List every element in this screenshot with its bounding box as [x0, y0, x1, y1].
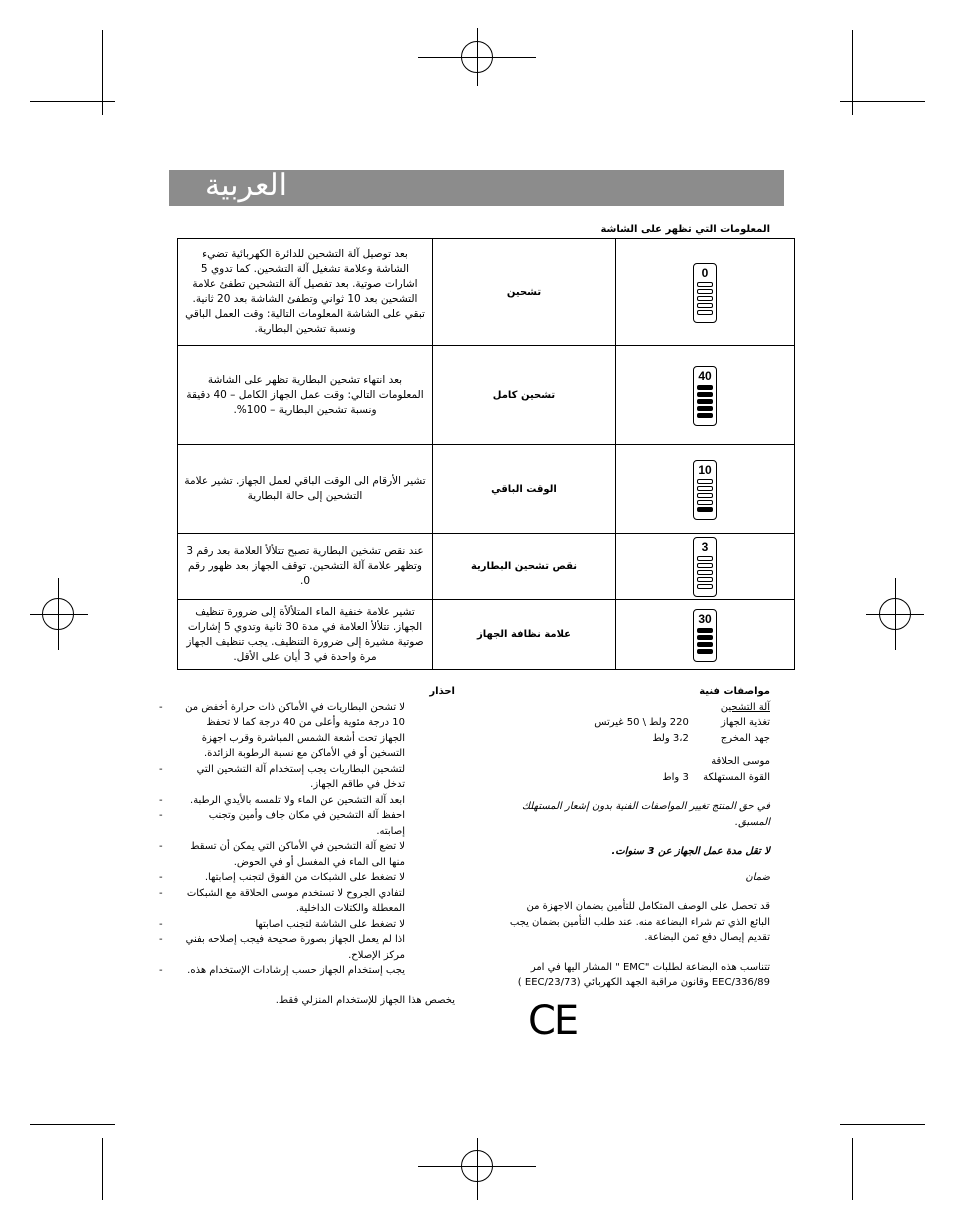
spec-row — [498, 731, 770, 747]
crop-mark — [30, 101, 115, 102]
row-label: نقص تشحين البطارية — [433, 534, 616, 600]
registration-circle — [461, 41, 493, 73]
lcd-display-icon — [693, 609, 717, 662]
page-title: العربية — [205, 168, 287, 203]
warranty-heading: ضمان — [745, 871, 770, 883]
warning-text: ابعد آلة التشحين عن الماء ولا تلمسه بالأيدي الرطبة. — [190, 794, 405, 806]
table-row — [178, 346, 795, 445]
warning-text: يجب إستخدام الجهاز حسب إرشادات الإستخدام هذه. — [187, 965, 405, 976]
warning-text: لتفادي الجروح لا تستخدم موسى الحلاقة مع الشبكات المعطلة والكتلات الداخلية. — [186, 887, 405, 914]
warning-text: اذا لم يعمل الجهاز بصورة صحيحة فيجب إصلاحه بفني مركز الإصلاح. — [185, 934, 405, 961]
list-item: - ابعد آلة التشحين عن الماء ولا تلمسه بالأيدي الرطبة. — [159, 794, 405, 806]
list-item: - لا تشحن البطاريات في الأماكن ذات حرارة أخفض من 10 درجة مئوية وأعلى من 40 درجة كما لا تحفظ الجهاز تحت أشعة الشمس المباشرة وقرب اجهزة التسخين أو في الأماكن مع نسبة الرطوبة الزائدة. — [159, 701, 405, 759]
warnings-heading: احذار — [429, 686, 455, 697]
crop-mark — [102, 1138, 103, 1200]
table-row — [178, 534, 795, 600]
specs-column — [498, 684, 770, 991]
display-cell — [616, 445, 795, 534]
row-description: تشير علامة خنفية الماء المتلألأة إلى ضرورة تنظيف الجهاز. تتلألأ العلامة في مدة 30 ثانية وتدوي 5 إشارات صوتية مشيرة إلى ضرورة التنظيف. يجب تنظيف الجهاز مرة واحدة في 3 أيان على الأقل. — [178, 600, 433, 670]
display-cell — [616, 239, 795, 346]
crop-mark — [840, 1124, 925, 1125]
row-label: تشحين كامل — [433, 346, 616, 445]
table-row — [178, 445, 795, 534]
display-cell — [616, 346, 795, 445]
warning-text: لا تضغط على الشاشة لتجنب اصابتها — [255, 918, 405, 930]
household-note: يخصص هذا الجهاز للإستخدام المنزلي فقط. — [275, 994, 455, 1006]
shaver-heading: موسى الحلاقة — [711, 756, 770, 767]
lcd-value: 0 — [701, 265, 709, 280]
spec-row — [498, 770, 770, 786]
table-row — [178, 600, 795, 670]
spec-value: 3 واط — [662, 771, 689, 783]
ce-mark-logo: CE — [528, 998, 578, 1044]
crop-mark — [840, 101, 925, 102]
list-item: - احفظ آلة التشحين في مكان جاف وأمين وتجنب إصابته. — [159, 810, 405, 837]
lcd-value: 30 — [698, 611, 712, 626]
charger-heading: آلة التشحين — [720, 701, 770, 713]
list-item: - لا تضع آلة التشحين في الأماكن التي يمكن أن تسقط منها الى الماء في المغسل أو في الحوض. — [159, 841, 405, 868]
lcd-display-icon — [693, 366, 717, 426]
warning-text: لا تضع آلة التشحين في الأماكن التي يمكن أن تسقط منها الى الماء في المغسل أو في الحوض. — [190, 841, 405, 868]
warning-text: لتشحين البطاريات يجب إستخدام آلة التشحين التي تدخل في طاقم الجهاز. — [196, 763, 405, 790]
lcd-display-icon — [693, 263, 717, 323]
emc-text: تتناسب هذه البضاعة لطلبات "EMC " المشار اليها في امر — [530, 961, 770, 973]
warning-text: لا تشحن البطاريات في الأماكن ذات حرارة أخفض من 10 درجة مئوية وأعلى من 40 درجة كما لا تحفظ الجهاز تحت أشعة الشمس المباشرة وقرب اجهزة التسخين أو في الأماكن مع نسبة الرطوبة الزائدة. — [185, 701, 405, 759]
language-title-bar — [169, 170, 784, 206]
spec-label: تغذية الجهاز — [721, 717, 770, 728]
registration-circle — [42, 598, 74, 630]
crop-mark — [852, 1138, 853, 1200]
list-item: - لا تضغط على الشبكات من الفوق لتجنب إصابتها. — [159, 872, 405, 883]
row-description: بعد توصيل آلة التشحين للدائرة الكهربائية تضيء الشاشة وعلامة تشغيل آلة التشحين. كما تدوي 5 اشارات صوتية. بعد تفصيل آلة التشحين تطفئ علامة التشحين بعد 10 ثواني وتطفئ الشاشة بعد 20 ثانية. تبقي على الشاشة المعلومات التالية: وقت العمل الباقي ونسبة تشحين البطارية. — [178, 239, 433, 346]
list-item: - اذا لم يعمل الجهاز بصورة صحيحة فيجب إصلاحه بفني مركز الإصلاح. — [159, 934, 405, 961]
row-label: علامة نظافة الجهاز — [433, 600, 616, 670]
spec-value: 3،2 ولط — [652, 732, 689, 744]
display-section-heading: المعلومات التي تظهر على الشاشة — [600, 224, 770, 235]
spec-label: القوة المستهلكة — [703, 771, 770, 783]
specs-change-note: في حق المنتج تغيير المواصفات الفنية بدون إشعار المستهلك المسبق. — [521, 801, 770, 828]
warning-text: لا تضغط على الشبكات من الفوق لتجنب إصابتها. — [204, 872, 405, 883]
warning-text: احفظ آلة التشحين في مكان جاف وأمين وتجنب إصابته. — [208, 810, 405, 837]
crop-mark — [852, 30, 853, 115]
row-description: بعد انتهاء تشحين البطارية تظهر على الشاشة المعلومات التالي: وقت عمل الجهاز الكامل – 40 دقيقة ونسبة تشحين البطارية – 100%. — [178, 346, 433, 445]
lcd-value: 40 — [698, 368, 712, 383]
lifetime-note: لا تقل مدة عمل الجهاز عن 3 سنوات. — [611, 846, 770, 857]
row-label: الوقت الباقي — [433, 445, 616, 534]
emc-text: EEC/336/89 وقانون مراقبة الجهد الكهربائي (EEC/23/73 ) — [517, 977, 770, 988]
warranty-text: قد تحصل على الوصف المتكامل للتأمين بضمان الاجهزة من البائع الذي تم شراء البضاعة منه. عند طلب التأمين بضمان يجب تقديم إيصال دفع ثمن البضاعة. — [509, 901, 770, 943]
list-item: - يجب إستخدام الجهاز حسب إرشادات الإستخدام هذه. — [159, 965, 405, 976]
warnings-column — [159, 684, 455, 1008]
display-cell — [616, 600, 795, 670]
lcd-display-icon — [693, 460, 717, 520]
registration-circle — [461, 1150, 493, 1182]
lcd-display-icon — [693, 537, 717, 597]
spec-value: 220 ولط \ 50 غيرتس — [594, 717, 689, 728]
row-description: تشير الأرقام الى الوقت الباقي لعمل الجهاز. تشير علامة التشحين إلى حالة البطارية — [178, 445, 433, 534]
registration-circle — [879, 598, 911, 630]
spec-row — [498, 715, 770, 731]
display-cell — [616, 534, 795, 600]
list-item: - لتشحين البطاريات يجب إستخدام آلة التشحين التي تدخل في طاقم الجهاز. — [159, 763, 405, 790]
row-description: عند نقص تشخين البطارية تصبح تتلألأ العلامة بعد رقم 3 وتظهر علامة آلة التشحين. توقف الجهاز بعد ظهور رقم 0. — [178, 534, 433, 600]
spec-label: جهد المخرج — [720, 732, 770, 744]
crop-mark — [30, 1124, 115, 1125]
display-info-table — [177, 238, 795, 670]
specs-heading: مواصفات فنية — [699, 686, 770, 697]
list-item: - لتفادي الجروح لا تستخدم موسى الحلاقة مع الشبكات المعطلة والكتلات الداخلية. — [159, 887, 405, 914]
lcd-value: 3 — [701, 540, 709, 554]
row-label: تشحين — [433, 239, 616, 346]
table-row — [178, 239, 795, 346]
crop-mark — [102, 30, 103, 115]
list-item: - لا تضغط على الشاشة لتجنب اصابتها — [159, 918, 405, 930]
lcd-value: 10 — [698, 462, 712, 477]
